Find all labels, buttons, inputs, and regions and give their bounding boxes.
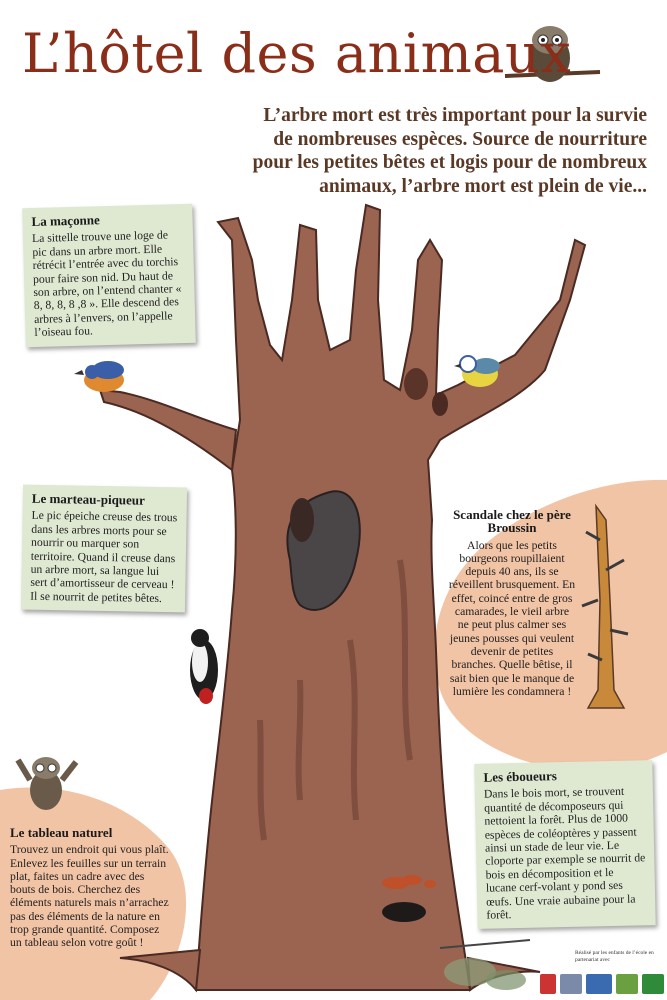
partner-logos <box>540 970 665 996</box>
section-text: Alors que les petits bourgeons roupillaient depuis 40 ans, ils se réveillent brusquement. En effet, coincé entre de gros camarades, le vieil arbre ne peut plus calmer ses jeunes pousses qui veulent devenir de petites branches. Quelle bêtise, il sait bien que le manque de lumière les condamnera ! <box>448 538 576 698</box>
note-title: Le marteau-piqueur <box>31 490 146 508</box>
note-eboueurs <box>474 760 655 929</box>
tree-base-hole <box>382 902 426 922</box>
section-tableau-naturel <box>10 826 170 950</box>
credits-text: Réalisé par les enfants de l’école en partenariat avec <box>575 950 654 963</box>
tree-knot <box>290 498 314 542</box>
partner-logo <box>560 974 582 994</box>
woodpecker-icon <box>190 629 218 704</box>
partner-logo <box>616 974 638 994</box>
section-text: Trouvez un endroit qui vous plaît. Enlevez les feuilles sur un terrain plat, faites un cadre avec des bouts de bois. Cherchez des éléments naturels mais n’arrachez pas des éléments de la nature en trop grande quantité. Composez un tableau selon votre goût ! <box>10 843 169 950</box>
partner-logo <box>586 974 612 994</box>
tree-knot <box>404 368 428 400</box>
tree-knot <box>432 392 448 416</box>
note-title: La maçonne <box>31 212 100 230</box>
note-maconne <box>22 204 196 347</box>
intro-text: L’arbre mort est très important pour la survie de nombreuses espèces. Source de nourriture pour les petites bêtes et logis pour de nombreux animaux, l’arbre mort est plein de vie... <box>252 105 647 197</box>
note-title: Les éboueurs <box>483 768 558 785</box>
section-title: Le tableau naturel <box>10 825 113 840</box>
note-text: Le pic épeiche creuse des trous dans les arbres morts pour se nourrir ou marquer son territoire. Quand il creuse dans un arbre mort, sa langue lui sert d’amortisseur de cerveau ! Il se nourrit de petites bêtes. <box>30 509 178 605</box>
tree-branch-left <box>100 390 236 470</box>
section-scandale <box>448 508 576 698</box>
leaves-decoration <box>440 940 530 990</box>
note-text: La sittelle trouve une loge de pic dans un arbre mort. Elle rétrécit l’entrée avec du torchis pour faire son nid. Du haut de son arbre, on l’entend chanter « 8, 8, 8, 8 ,8 ». Elle descend des arbres à l’envers, on l’appelle l’oiseau fou. <box>31 228 182 340</box>
partner-logo <box>540 974 556 994</box>
partner-logo <box>642 974 664 994</box>
note-marteau-piqueur <box>21 485 187 613</box>
nuthatch-bird-icon <box>74 361 124 392</box>
section-title: Scandale chez le père Broussin <box>453 507 571 536</box>
page-title: L’hôtel des animaux <box>22 22 572 85</box>
note-text: Dans le bois mort, se trouvent quantité de décomposeurs qui nettoient la forêt. Plus de 1000 espèces de coléoptères y passent ainsi un stade de leur vie. Le cloporte par exemple se nourrit de bois en décomposition et le lucane cerf-volant y pond ses œufs. Une vraie aubaine pour la forêt. <box>483 785 646 922</box>
